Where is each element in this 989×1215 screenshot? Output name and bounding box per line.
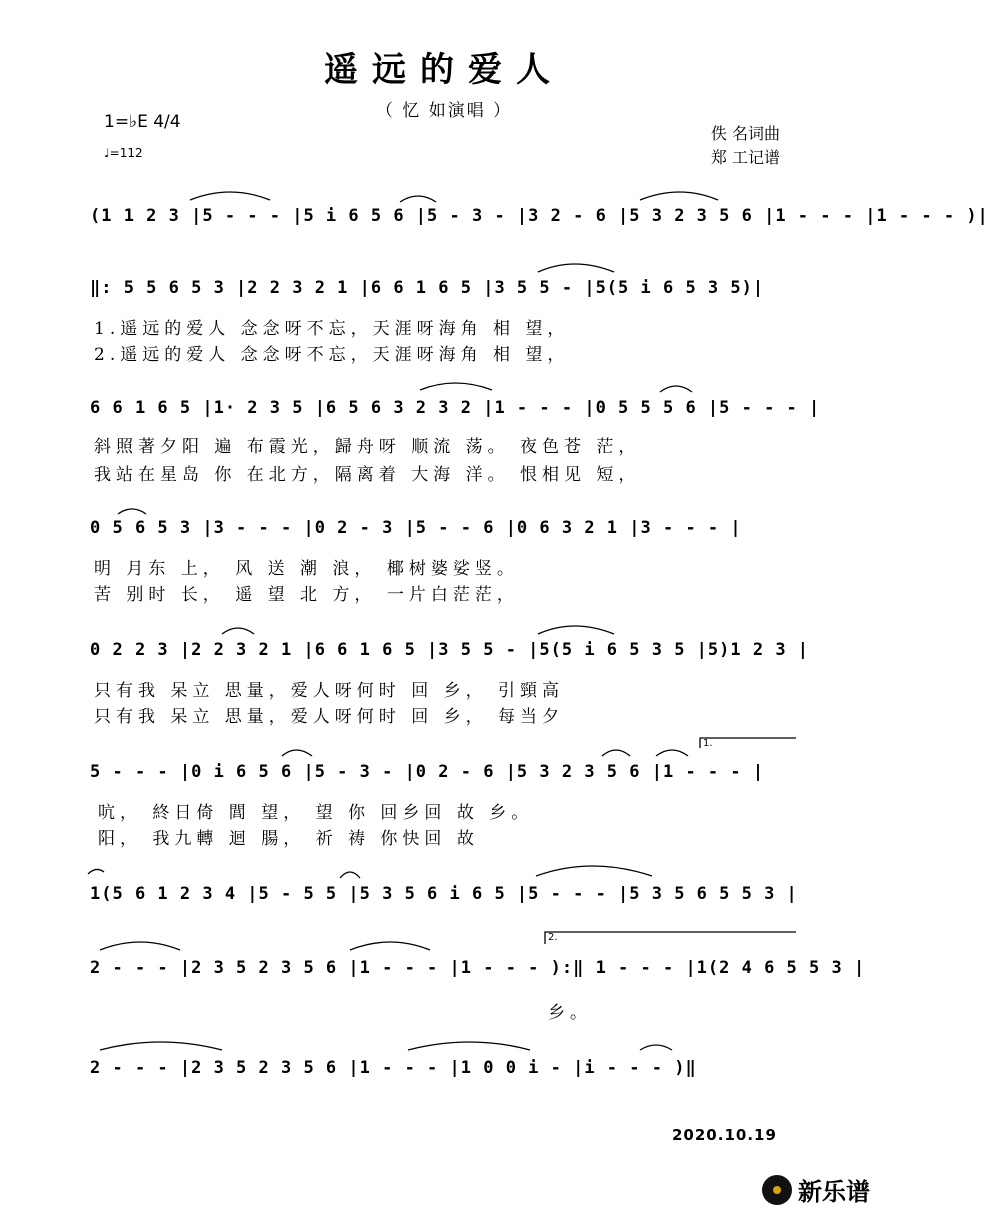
lyricist-credit: 佚 名词曲 — [710, 124, 780, 143]
tempo-marking: ♩=112 — [104, 146, 143, 160]
key-signature: 1=♭E 4/4 — [104, 112, 181, 132]
score-line-4: 0 5 6 5 3 |3 - - - |0 2 - 3 |5 - - 6 |0 6 3 2 1 |3 - - - | — [90, 518, 742, 538]
lyric-line-1b: 2.遥远的爱人 念念呀不忘，天涯呀海角 相 望， — [94, 345, 570, 365]
volta-1-label: 1. — [703, 738, 713, 749]
score-line-7: 1(5 6 1 2 3 4 |5 - 5 5 |5 3 5 6 i 6 5 |5 - - - |5 3 5 6 5 5 3 | — [90, 884, 798, 904]
lyric-line-1a: 1.遥远的爱人 念念呀不忘，天涯呀海角 相 望， — [94, 319, 570, 339]
lyric-line-2b: 我站在星岛 你 在北方，隔离着 大海 洋。 恨相见 短， — [94, 465, 641, 485]
lyric-line-2a: 斜照著夕阳 遍 布霞光，歸舟呀 顺流 荡。 夜色苍 茫， — [94, 437, 641, 457]
logo-text: 新乐谱 — [798, 1178, 870, 1206]
score-line-1: (1 1 2 3 |5 - - - |5 i 6 5 6 |5 - 3 - |3 2 - 6 |5 3 2 3 5 6 |1 - - - |1 - - - )| — [90, 206, 989, 226]
site-logo — [762, 1172, 870, 1207]
vinyl-disc-icon — [762, 1175, 792, 1205]
volta-2-label: 2. — [548, 932, 558, 943]
page-subtitle: （ 忆 如演唱 ） — [375, 101, 513, 121]
transcriber-credit: 郑 工记谱 — [710, 148, 780, 167]
score-line-8: 2 - - - |2 3 5 2 3 5 6 |1 - - - |1 - - - ):‖ 1 - - - |1(2 4 6 5 5 3 | — [90, 958, 866, 978]
lyric-line-4b: 只有我 呆立 思量，爱人呀何时 回 乡， 每当夕 — [94, 707, 565, 727]
date-stamp: 2020.10.19 — [672, 1126, 777, 1144]
page-title: 遥远的爱人 — [324, 50, 564, 90]
lyric-line-3b: 苦 别时 长， 遥 望 北 方， 一片白茫茫， — [94, 585, 519, 605]
lyric-line-5b: 阳， 我九轉 迴 腸， 祈 祷 你快回 故 — [98, 829, 479, 849]
lyric-line-5a: 吭， 終日倚 閭 望， 望 你 回乡回 故 乡。 — [98, 803, 534, 823]
lyric-line-4a: 只有我 呆立 思量，爱人呀何时 回 乡， 引頸高 — [94, 681, 565, 701]
score-line-3: 6 6 1 6 5 |1· 2 3 5 |6 5 6 3 2 3 2 |1 - - - |0 5 5 5 6 |5 - - - | — [90, 398, 821, 418]
score-line-6: 5 - - - |0 i 6 5 6 |5 - 3 - |0 2 - 6 |5 3 2 3 5 6 |1 - - - | — [90, 762, 765, 782]
lyric-line-3a: 明 月东 上， 风 送 潮 浪， 椰树婆娑竖。 — [94, 559, 519, 579]
score-line-5: 0 2 2 3 |2 2 3 2 1 |6 6 1 6 5 |3 5 5 - |5(5 i 6 5 3 5 |5)1 2 3 | — [90, 640, 810, 660]
score-line-9: 2 - - - |2 3 5 2 3 5 6 |1 - - - |1 0 0 i - |i - - - )‖ — [90, 1058, 697, 1078]
lyric-line-6: 乡。 — [548, 1003, 592, 1023]
score-line-2: ‖: 5 5 6 5 3 |2 2 3 2 1 |6 6 1 6 5 |3 5 5 - |5(5 i 6 5 3 5)| — [90, 278, 765, 298]
